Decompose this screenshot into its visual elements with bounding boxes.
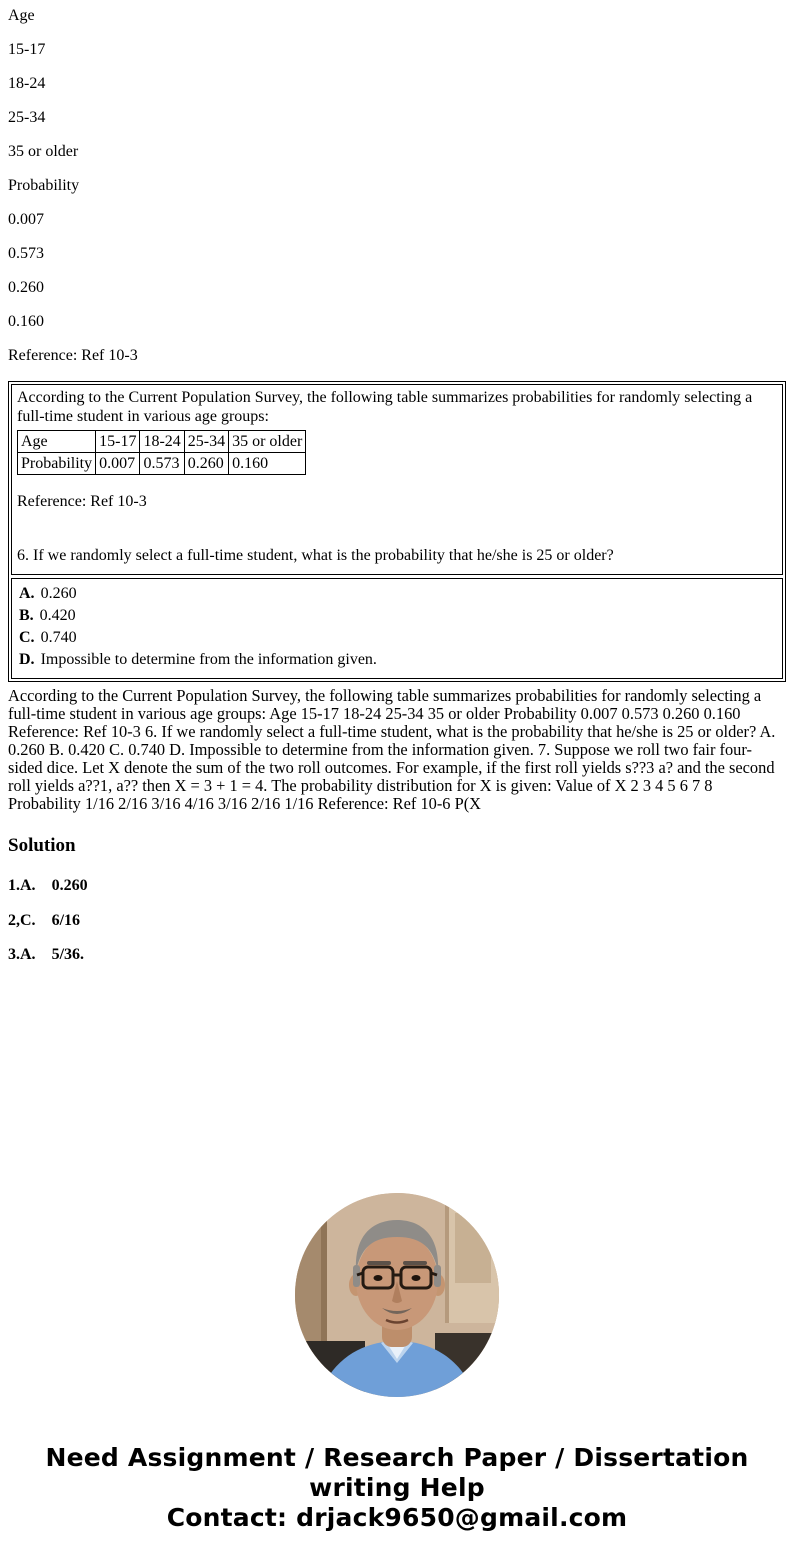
- table-row: [18, 453, 306, 475]
- answer-label: B.: [19, 607, 34, 624]
- text-line: Reference: Ref 10-3: [8, 347, 138, 364]
- answer-option-b: [19, 605, 776, 627]
- answer-option-c: [19, 627, 776, 649]
- text-line: 18-24: [8, 75, 46, 92]
- text-line: 15-17: [8, 41, 46, 58]
- solution-heading: Solution: [8, 835, 76, 856]
- solution-value: 5/36.: [51, 946, 85, 963]
- answer-label: C.: [19, 629, 35, 646]
- answer-text: 0.420: [39, 607, 76, 624]
- solution-item: [8, 946, 786, 965]
- tutor-portrait-photo: [295, 1193, 499, 1397]
- table-cell: 0.160: [229, 453, 306, 475]
- table-cell: 0.007: [96, 453, 140, 475]
- footer-line: Need Assignment / Research Paper / Dissertation: [45, 1442, 749, 1472]
- solution-value: 0.260: [51, 877, 88, 894]
- text-line: 0.160: [8, 313, 44, 330]
- solution-section: [8, 835, 786, 965]
- text-line: 0.573: [8, 245, 44, 262]
- top-text-lines: [8, 7, 786, 366]
- answer-option-d: [19, 649, 776, 671]
- table-cell: Age: [18, 431, 96, 453]
- answer-option-a: [19, 583, 776, 605]
- footer-line: writing Help: [309, 1472, 485, 1502]
- solution-value: 6/16: [51, 911, 81, 929]
- question-intro: According to the Current Population Survey, the following table summarizes probabilities for randomly selecting a full-time student in various age groups:: [17, 389, 753, 425]
- reference-text: Reference: Ref 10-3: [17, 493, 147, 510]
- body-paragraph: According to the Current Population Survey, the following table summarizes probabilities for randomly selecting a full-time student in various age groups: Age 15-17 18-24 25-34 35 or older Probability 0.007 0.573 0.260 0.160 Reference: Ref 10-3 6. If we randomly select a full-time student, what is the probability that he/she is 25 or older? A. 0.260 B. 0.420 C. 0.740 D. Impossible to determine from the information given. 7. Suppose we roll two fair four-sided dice. Let X denote the sum of the two roll outcomes. For example, if the first roll yields s??3 a? and the second roll yields a??1, a?? then X = 3 + 1 = 4. The probability distribution for X is given: Value of X 2 3 4 5 6 7 8 Probability 1/16 2/16 3/16 4/16 3/16 2/16 1/16 Reference: Ref 10-6 P(X: [8, 686, 776, 813]
- text-line: 0.260: [8, 279, 44, 296]
- text-line: 25-34: [8, 109, 46, 126]
- answer-text: Impossible to determine from the information given.: [40, 651, 377, 668]
- table-cell: 0.573: [140, 453, 184, 475]
- answer-text: 0.740: [40, 629, 77, 646]
- solution-item: [8, 877, 786, 896]
- solution-label: 1.A.: [8, 877, 36, 894]
- table-cell: 35 or older: [229, 431, 306, 453]
- answer-label: A.: [19, 585, 35, 602]
- text-line: Probability: [8, 177, 80, 194]
- solution-label: 2,C.: [8, 911, 36, 929]
- table-cell: 0.260: [184, 453, 228, 475]
- probability-table: [17, 430, 306, 475]
- text-line: 0.007: [8, 211, 44, 228]
- solution-label: 3.A.: [8, 946, 36, 963]
- footer-banner: [8, 1443, 786, 1533]
- table-cell: 25-34: [184, 431, 228, 453]
- question-text: 6. If we randomly select a full-time student, what is the probability that he/she is 25 or older?: [17, 546, 614, 564]
- text-line: 35 or older: [8, 143, 79, 160]
- text-line: Age: [8, 7, 35, 24]
- table-cell: 15-17: [96, 431, 140, 453]
- question-box: [11, 384, 783, 575]
- answer-text: 0.260: [40, 585, 77, 602]
- solution-item: [8, 912, 786, 931]
- question-answer-block: [8, 381, 786, 682]
- footer-contact: Contact: drjack9650@gmail.com: [166, 1502, 628, 1532]
- answer-label: D.: [19, 651, 35, 668]
- answers-box: [11, 578, 783, 679]
- table-cell: Probability: [18, 453, 96, 475]
- table-cell: 18-24: [140, 431, 184, 453]
- table-row: [18, 431, 306, 453]
